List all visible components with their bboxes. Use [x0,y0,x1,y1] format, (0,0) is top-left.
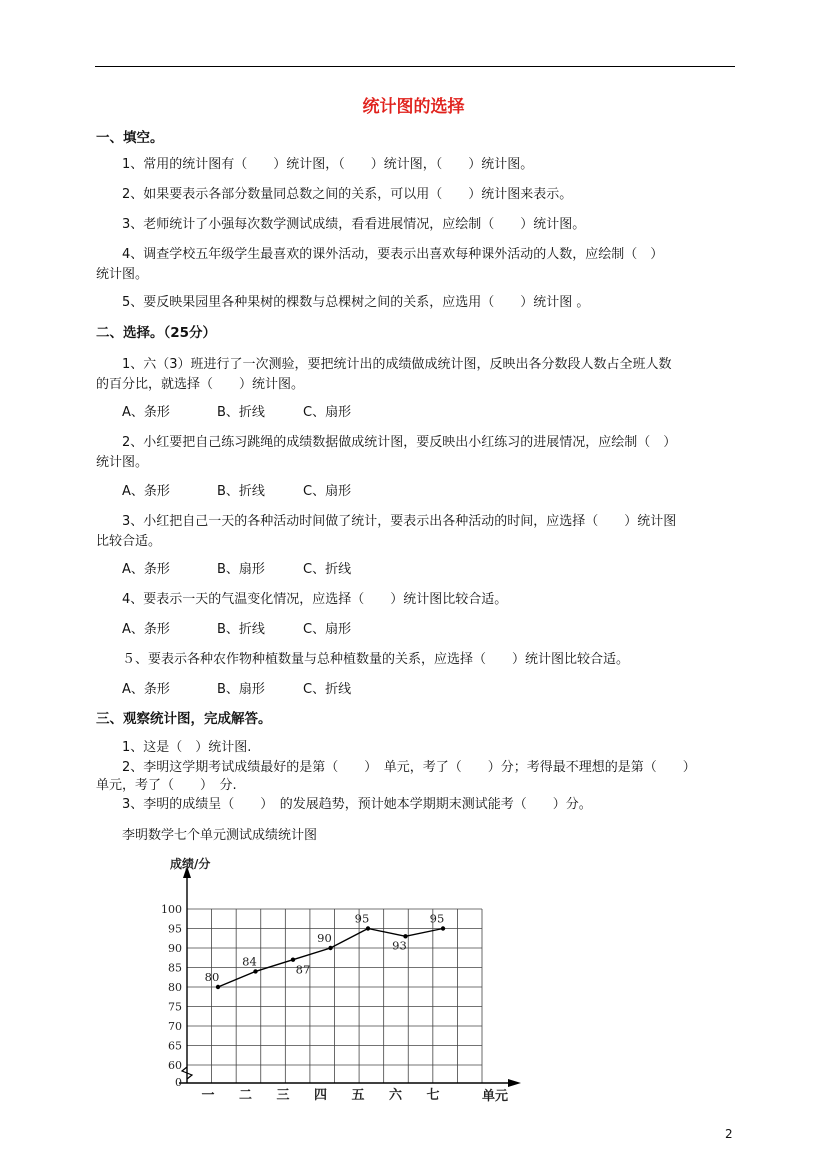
s2-q4-option-b: B、折线 [217,622,265,637]
y-tick-label: 70 [168,1020,182,1033]
x-tick-label: 六 [388,1088,403,1103]
data-point [441,926,445,930]
data-label: 93 [392,938,407,953]
s3-question-1: 1、这是（ ）统计图. [122,740,252,755]
s2-q2-option-a: A、条形 [122,484,170,499]
data-label: 84 [242,954,257,969]
s2-question-5: ５、要表示各种农作物种植数量与总种植数量的关系，应选择（ ）统计图比较合适。 [122,652,630,667]
s1-question-4-line2: 统计图。 [96,267,149,282]
s2-question-3-line1: 3、小红把自己一天的各种活动时间做了统计，要表示出各种活动的时间，应选择（ ）统计图 [122,514,677,529]
s2-q3-option-c: C、折线 [303,562,352,577]
s3-question-2-line1: 2、李明这学期考试成绩最好的是第（ ） 单元，考了（ ）分；考得最不理想的是第（ ） [122,760,696,775]
data-label: 95 [354,911,370,926]
x-tick-label: 四 [313,1088,328,1103]
x-tick-label: 二 [238,1088,253,1103]
x-tick-label: 三 [276,1088,290,1103]
s2-q5-option-a: A、条形 [122,682,170,697]
page-number: 2 [725,1127,733,1141]
s1-question-5: 5、要反映果园里各种果树的棵数与总棵树之间的关系，应选用（ ）统计图 。 [122,295,590,310]
data-point [328,946,332,950]
s1-question-2: 2、如果要表示各部分数量同总数之间的关系，可以用（ ）统计图来表示。 [122,187,573,202]
section1-heading: 一、填空。 [96,130,164,146]
s2-q4-option-c: C、扇形 [303,622,352,637]
s2-q1-option-a: A、条形 [122,405,170,420]
x-axis-arrow [508,1079,521,1087]
s3-question-3: 3、李明的成绩呈（ ） 的发展趋势，预计她本学期期末测试能考（ ）分。 [122,797,592,812]
data-point [291,958,295,962]
y-axis-label: 成绩/分 [170,857,211,871]
data-label: 80 [204,970,220,984]
y-tick-label: 95 [168,922,182,936]
section3-heading: 三、观察统计图，完成解答。 [96,711,272,727]
header-rule [95,66,735,67]
y-tick-label: 65 [168,1039,182,1053]
s2-q2-option-c: C、扇形 [303,484,352,499]
s2-q4-option-a: A、条形 [122,622,170,637]
data-label: 87 [295,962,311,977]
line-chart [150,850,530,1110]
s1-question-4-line1: 4、调查学校五年级学生最喜欢的课外活动，要表示出喜欢每种课外活动的人数，应绘制（ ） [122,247,664,262]
x-axis-label: 单元 [481,1089,509,1104]
x-tick-label: 七 [426,1088,440,1103]
chart-caption: 李明数学七个单元测试成绩统计图 [122,828,318,843]
y-tick-label: 85 [168,961,182,975]
s2-question-1-line1: 1、六（3）班进行了一次测验，要把统计出的成绩做成统计图，反映出各分数段人数占全班人数 [122,357,672,372]
page-title: 统计图的选择 [362,97,465,117]
s2-q3-option-a: A、条形 [122,562,170,577]
y-tick-label: 100 [161,903,182,916]
s2-q1-option-c: C、扇形 [303,405,352,420]
s2-q2-option-b: B、折线 [217,484,265,499]
s3-question-2-line2: 单元，考了（ ） 分. [96,778,237,793]
s2-question-4: 4、要表示一天的气温变化情况，应选择（ ）统计图比较合适。 [122,592,508,607]
s2-q1-option-b: B、折线 [217,405,265,420]
y-tick-label: 80 [168,981,182,994]
s2-q5-option-b: B、扇形 [217,682,265,697]
x-tick-label: 一 [201,1088,215,1103]
data-label: 95 [429,911,445,926]
y-tick-label: 60 [168,1059,182,1072]
section2-heading: 二、选择。（25分） [96,325,217,341]
s2-question-3-line2: 比较合适。 [96,534,162,549]
s1-question-3: 3、老师统计了小强每次数学测试成绩，看看进展情况，应绘制（ ）统计图。 [122,217,586,232]
data-point [216,985,220,989]
x-tick-label: 五 [351,1088,365,1103]
data-point [253,969,257,973]
s2-question-2-line2: 统计图。 [96,455,149,470]
s2-question-2-line1: 2、小红要把自己练习跳绳的成绩数据做成统计图，要反映出小红练习的进展情况，应绘制（ ） [122,435,677,450]
y-tick-label: 75 [168,1000,182,1014]
s2-q3-option-b: B、扇形 [217,562,265,577]
y-tick-label: 90 [168,942,182,955]
data-point [366,926,370,930]
y-tick-label: 0 [175,1076,182,1089]
s2-q5-option-c: C、折线 [303,682,352,697]
s2-question-1-line2: 的百分比，就选择（ ）统计图。 [96,377,305,392]
s1-question-1: 1、常用的统计图有（ ）统计图，（ ）统计图，（ ）统计图。 [122,157,534,172]
data-label: 90 [317,931,332,945]
